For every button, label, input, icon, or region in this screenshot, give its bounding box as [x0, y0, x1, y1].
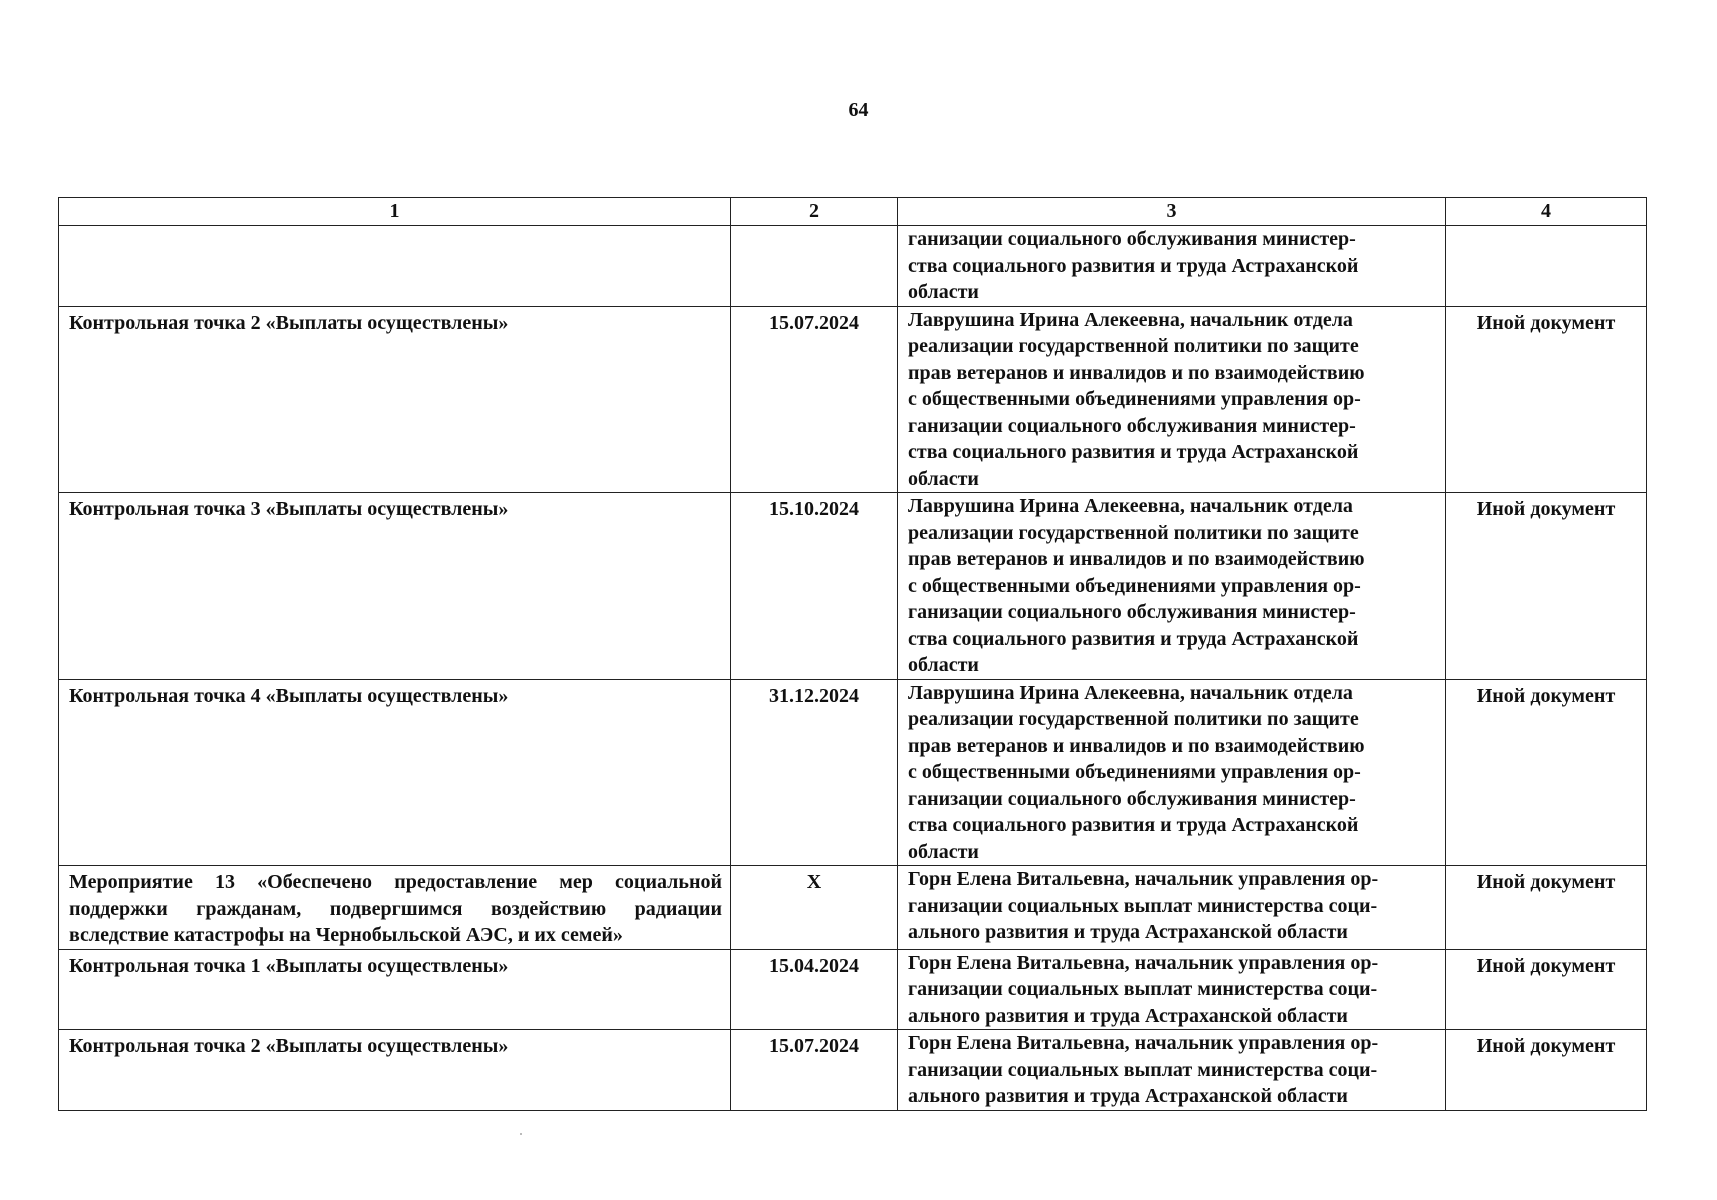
responsible-line: ганизации социального обслуживания министер- — [908, 787, 1356, 810]
responsible-line: Лаврушина Ирина Алекеевна, начальник отдела — [908, 681, 1353, 704]
row-date: X — [731, 866, 898, 950]
row-responsible — [898, 866, 1446, 950]
row-responsible — [898, 1030, 1446, 1111]
responsible-line: ганизации социальных выплат министерства соци- — [908, 978, 1378, 1000]
responsible-line: области — [908, 840, 979, 863]
column-header-2: 2 — [731, 198, 898, 226]
row-document-type: Иной документ — [1446, 493, 1647, 680]
responsible-line: ального развития и труда Астраханской области — [908, 1004, 1348, 1027]
responsible-line: ганизации социального обслуживания министер- — [908, 228, 1356, 250]
table-row — [59, 949, 1647, 1030]
row-title: Контрольная точка 4 «Выплаты осуществлены» — [59, 679, 731, 866]
responsible-line: реализации государственной политики по защите — [908, 521, 1359, 544]
responsible-line: Лаврушина Ирина Алекеевна, начальник отдела — [908, 308, 1353, 331]
responsible-line: Горн Елена Витальевна, начальник управления ор- — [908, 951, 1379, 974]
page-number: 64 — [848, 99, 869, 121]
row-document-type: Иной документ — [1446, 1030, 1647, 1111]
responsible-line: реализации государственной политики по защите — [908, 708, 1359, 730]
table-row — [59, 306, 1647, 493]
row-document-type — [1446, 226, 1647, 307]
row-title — [59, 226, 731, 307]
column-header-1: 1 — [59, 198, 731, 226]
row-responsible — [898, 226, 1446, 307]
responsible-line: области — [908, 654, 979, 676]
table-row — [59, 679, 1647, 866]
row-responsible — [898, 679, 1446, 866]
table-row — [59, 493, 1647, 680]
row-document-type: Иной документ — [1446, 866, 1647, 950]
row-date: 31.12.2024 — [731, 679, 898, 866]
responsible-line: ганизации социальных выплат министерства соци- — [908, 1058, 1378, 1081]
row-title: Контрольная точка 2 «Выплаты осуществлены» — [59, 306, 731, 493]
responsible-line: области — [908, 467, 979, 490]
table-row — [59, 866, 1647, 950]
responsible-line: с общественными объединениями управления ор- — [908, 574, 1361, 597]
responsible-line: ганизации социальных выплат министерства соци- — [908, 894, 1378, 917]
responsible-line: Горн Елена Витальевна, начальник управления ор- — [908, 868, 1379, 890]
responsible-line: области — [908, 281, 979, 303]
responsible-line: Лаврушина Ирина Алекеевна, начальник отдела — [908, 495, 1353, 517]
responsible-line: с общественными объединениями управления ор- — [908, 761, 1361, 783]
row-document-type: Иной документ — [1446, 306, 1647, 493]
schedule-table — [58, 197, 1647, 1111]
table-row — [59, 1030, 1647, 1111]
row-title: Мероприятие 13 «Обеспечено предоставление мер социальной поддержки гражданам, подвергшимся воздействию радиации вследствие катастрофы на Чернобыльской АЭС, и их семей» — [59, 866, 731, 950]
responsible-line: прав ветеранов и инвалидов и по взаимодействию — [908, 734, 1365, 757]
column-header-3: 3 — [898, 198, 1446, 226]
scan-speck — [520, 1133, 522, 1135]
table-row — [59, 226, 1647, 307]
row-document-type: Иной документ — [1446, 679, 1647, 866]
responsible-line: ального развития и труда Астраханской области — [908, 1085, 1348, 1107]
responsible-line: с общественными объединениями управления ор- — [908, 388, 1361, 410]
responsible-line: ства социального развития и труда Астраханской — [908, 254, 1359, 277]
row-title: Контрольная точка 1 «Выплаты осуществлены» — [59, 949, 731, 1030]
row-date — [731, 226, 898, 307]
responsible-line: прав ветеранов и инвалидов и по взаимодействию — [908, 361, 1365, 384]
column-header-4: 4 — [1446, 198, 1647, 226]
row-document-type: Иной документ — [1446, 949, 1647, 1030]
responsible-line: ства социального развития и труда Астраханской — [908, 627, 1359, 650]
responsible-line: Горн Елена Витальевна, начальник управления ор- — [908, 1032, 1379, 1054]
row-date: 15.07.2024 — [731, 306, 898, 493]
row-responsible — [898, 949, 1446, 1030]
row-date: 15.04.2024 — [731, 949, 898, 1030]
responsible-line: реализации государственной политики по защите — [908, 335, 1359, 357]
row-date: 15.07.2024 — [731, 1030, 898, 1111]
responsible-line: ства социального развития и труда Астраханской — [908, 814, 1359, 836]
row-title: Контрольная точка 2 «Выплаты осуществлены» — [59, 1030, 731, 1111]
responsible-line: прав ветеранов и инвалидов и по взаимодействию — [908, 548, 1365, 570]
header-row — [59, 198, 1647, 226]
responsible-line: ального развития и труда Астраханской области — [908, 921, 1348, 943]
responsible-line: ства социального развития и труда Астраханской — [908, 441, 1359, 463]
row-date: 15.10.2024 — [731, 493, 898, 680]
responsible-line: ганизации социального обслуживания министер- — [908, 601, 1356, 623]
row-responsible — [898, 306, 1446, 493]
row-responsible — [898, 493, 1446, 680]
row-title: Контрольная точка 3 «Выплаты осуществлены» — [59, 493, 731, 680]
responsible-line: ганизации социального обслуживания министер- — [908, 414, 1356, 437]
